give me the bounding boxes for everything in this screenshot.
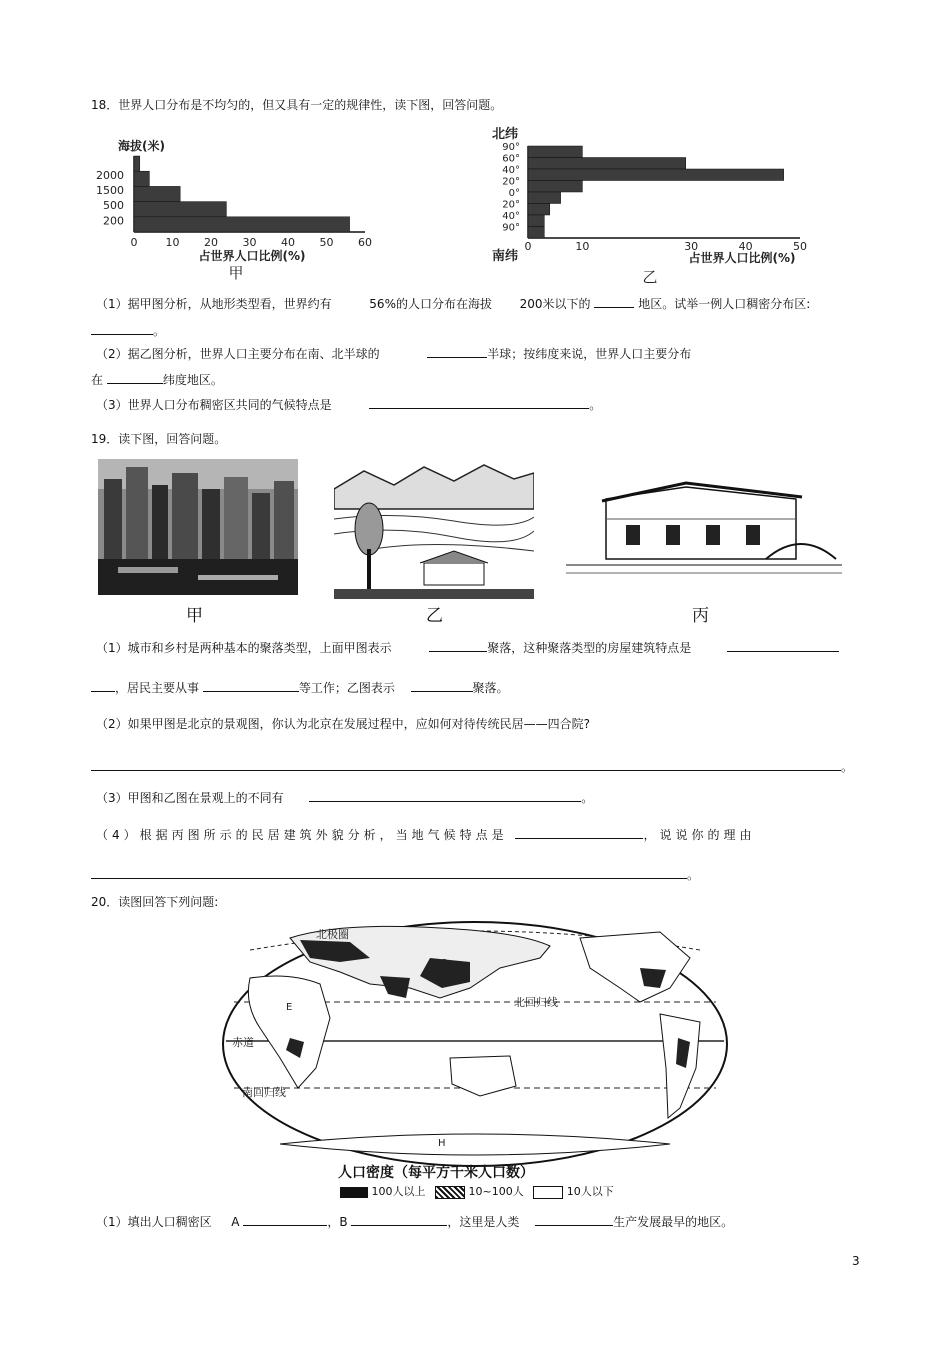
x-axis-title: 占世界人口比例(%) xyxy=(198,249,306,263)
q18-q2-blank-1[interactable] xyxy=(427,345,487,358)
bar xyxy=(134,217,350,232)
x-tick-label: 0 xyxy=(130,236,138,249)
x-tick-label: 60 xyxy=(358,236,372,249)
bar xyxy=(528,181,582,193)
legend-swatch-sparse xyxy=(533,1186,563,1199)
y-tick-label: 40° xyxy=(502,211,520,222)
bar xyxy=(134,156,140,171)
x-tick-label: 50 xyxy=(793,240,807,253)
x-tick-label: 10 xyxy=(575,240,590,253)
y-tick-label: 60° xyxy=(502,153,520,165)
q18-q1-text-d: 地区。试举一例人口稠密分布区: xyxy=(638,297,811,311)
y-axis-title: 海拔(米) xyxy=(118,139,165,153)
page-number: 3 xyxy=(852,1254,860,1268)
map-legend xyxy=(340,1183,614,1199)
q19-q4-blank-1[interactable] xyxy=(515,826,643,839)
y-tick-label: 2000 xyxy=(96,168,124,182)
q19-q1-text-b: 聚落，这种聚落类型的房屋建筑特点是 xyxy=(487,641,692,655)
q19-q1-blank-2[interactable] xyxy=(727,639,839,652)
map-label-f: F xyxy=(682,1050,688,1061)
q20-q1-label-b: ，B xyxy=(327,1215,348,1229)
q19-q4-text: （4）根据丙图所示的民居建筑外貌分析，当地气候特点是 xyxy=(96,828,508,842)
q19-title: 19．读下图，回答问题。 xyxy=(91,432,227,446)
q20-q1-blank-b[interactable] xyxy=(351,1213,447,1226)
q18-q3-blank[interactable] xyxy=(369,396,589,409)
x-tick-label: 10 xyxy=(165,236,180,249)
x-tick-label: 40 xyxy=(281,236,295,249)
legend-label-dense: 100人以上 xyxy=(371,1185,426,1198)
q19-q1-blank-1[interactable] xyxy=(429,639,487,652)
y-tick-label: 90° xyxy=(502,222,520,234)
y-tick-label: 20° xyxy=(502,176,520,188)
x-tick-label: 30 xyxy=(684,240,699,253)
q19-q1-text-d: 等工作；乙图表示 xyxy=(298,681,395,695)
q18-q1-text-c: 200米以下的 xyxy=(519,297,591,311)
y-axis-title-top: 北纬 xyxy=(492,127,519,142)
legend-label-medium: 10~100人 xyxy=(468,1185,524,1198)
map-label-tropic-s: 南回归线 xyxy=(242,1086,286,1099)
q18-q1-text-e: 。 xyxy=(153,324,166,338)
q19-q1-blank-4[interactable] xyxy=(203,679,299,692)
chart-caption: 甲 xyxy=(228,264,244,282)
q18-q1-blank-2[interactable] xyxy=(91,322,153,335)
q18-q3-text-a: （3）世界人口分布稠密区共同的气候特点是 xyxy=(96,398,332,412)
q19-q2-blank[interactable] xyxy=(91,758,841,771)
y-tick-label: 200 xyxy=(103,214,124,228)
q20-q1-text-a: （1）填出人口稠密区 xyxy=(96,1215,212,1229)
bar xyxy=(528,158,686,170)
map-label-h: H xyxy=(438,1138,446,1149)
q19-q4-text-b: ，说说你的理由 xyxy=(643,828,756,842)
q19-q2-end: 。 xyxy=(841,760,854,774)
chart-caption: 乙 xyxy=(642,268,658,286)
y-tick-label: 0° xyxy=(508,188,520,199)
q18-q2-blank-2[interactable] xyxy=(107,371,163,384)
y-tick-label: 90° xyxy=(502,142,520,153)
q19-q1-blank-3[interactable] xyxy=(91,679,115,692)
q19-q1-text-c: ，居民主要从事 xyxy=(115,681,200,695)
q20-q1-blank-c[interactable] xyxy=(535,1213,613,1226)
map-label-c: C xyxy=(440,958,447,969)
x-tick-label: 50 xyxy=(319,236,334,249)
q19-q3-blank[interactable] xyxy=(309,789,581,802)
q19-caption-1: 甲 xyxy=(186,606,203,626)
y-tick-label: 20° xyxy=(502,199,520,211)
q19-q1-text-a: （1）城市和乡村是两种基本的聚落类型，上面甲图表示 xyxy=(96,641,392,655)
legend-swatch-dense xyxy=(340,1187,368,1198)
y-tick-label: 500 xyxy=(103,199,124,213)
q18-q1-text-a: （1）据甲图分析，从地形类型看，世界约有 xyxy=(96,297,332,311)
q19-caption-3: 丙 xyxy=(692,606,709,626)
city-image xyxy=(98,459,298,595)
bar xyxy=(134,186,180,201)
y-tick-label: 40° xyxy=(502,165,520,176)
map-label-tropic-n: 北回归线 xyxy=(514,996,558,1009)
bar xyxy=(528,204,550,216)
q19-q4-end: 。 xyxy=(687,868,700,882)
bar xyxy=(528,146,582,158)
q19-q4-blank-2[interactable] xyxy=(91,866,687,879)
x-tick-label: 20 xyxy=(204,236,218,249)
q18-title: 18．世界人口分布是不均匀的，但又具有一定的规律性，读下图，回答问题。 xyxy=(91,98,503,112)
q18-q2-text-b: 半球；按纬度来说，世界人口主要分布 xyxy=(487,347,692,361)
q20-q1-label-a: A xyxy=(231,1215,240,1229)
legend-swatch-medium xyxy=(435,1186,465,1199)
map-legend-title: 人口密度（每平方千米人口数） xyxy=(338,1165,534,1181)
q18-q2-text-a: （2）据乙图分析，世界人口主要分布在南、北半球的 xyxy=(96,347,380,361)
bar xyxy=(528,192,561,204)
village-image xyxy=(334,459,534,599)
chart-latitude xyxy=(480,126,840,286)
x-tick-label: 0 xyxy=(524,240,532,253)
y-tick-label: 1500 xyxy=(96,184,124,197)
q19-caption-2: 乙 xyxy=(426,606,443,626)
bar xyxy=(528,169,784,181)
q20-q1-text-d: 生产发展最早的地区。 xyxy=(613,1215,734,1229)
bar xyxy=(134,202,226,217)
house-image xyxy=(566,469,842,581)
q20-title: 20．读图回答下列问题: xyxy=(91,895,219,909)
bar xyxy=(134,171,149,186)
x-tick-label: 40 xyxy=(738,240,753,253)
bar xyxy=(528,215,544,227)
q19-q1-text-e: 聚落。 xyxy=(472,681,509,695)
q19-q1-blank-5[interactable] xyxy=(411,679,473,692)
map-label-e: E xyxy=(286,1002,293,1013)
q18-q1-blank-1[interactable] xyxy=(594,295,634,308)
chart-altitude xyxy=(90,132,400,282)
q20-q1-text-c: ，这里是人类 xyxy=(447,1215,520,1229)
q18-q2-text-d: 纬度地区。 xyxy=(162,373,223,387)
legend-label-sparse: 10人以下 xyxy=(566,1185,614,1198)
q18-q2-text-c: 在 xyxy=(91,373,104,387)
y-axis-title-bottom: 南纬 xyxy=(492,249,519,264)
q19-q3-text-b: 。 xyxy=(581,791,594,805)
q19-q3-text-a: （3）甲图和乙图在景观上的不同有 xyxy=(96,791,284,805)
bar xyxy=(528,227,544,239)
q20-q1-blank-a[interactable] xyxy=(243,1213,327,1226)
q19-q2-text: （2）如果甲图是北京的景观图，你认为北京在发展过程中，应如何对待传统民居——四合院? xyxy=(96,717,591,731)
q18-q1-text-b: 56%的人口分布在海拔 xyxy=(369,297,492,311)
q18-q3-text-b: 。 xyxy=(589,398,602,412)
x-tick-label: 30 xyxy=(242,236,257,249)
map-label-equator: 赤道 xyxy=(232,1036,254,1049)
map-label-arctic: 北极圈 xyxy=(316,928,349,941)
x-axis-title: 占世界人口比例(%) xyxy=(688,251,796,265)
